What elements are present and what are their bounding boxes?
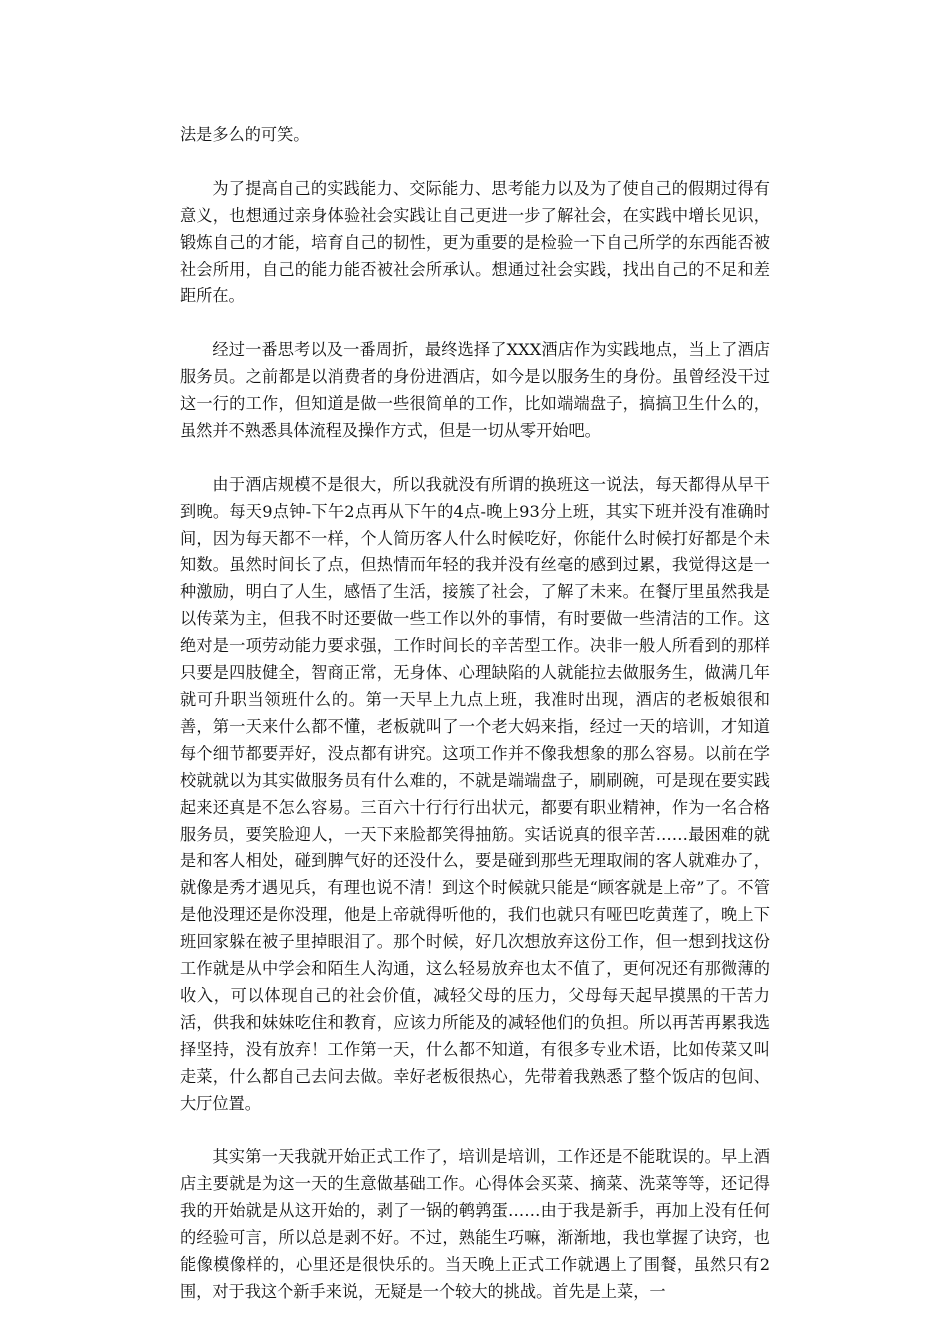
paragraph-purpose: 为了提高自己的实践能力、交际能力、思考能力以及为了使自己的假期过得有意义，也想通过亲身体验社会实践让自己更进一步了解社会，在实践中增长见识，锻炼自己的才能，培育自己的韧性，更为重要的是检验一下自己所学的东西能否被社会所用，自己的能力能否被社会所承认。想通过社会实践，找出自己的不足和差距所在。 <box>180 178 770 306</box>
paragraph-choice-of-hotel: 经过一番思考以及一番周折，最终选择了XXX酒店作为实践地点，当上了酒店服务员。之前都是以消费者的身份进酒店，如今是以服务生的身份。虽曾经没干过这一行的工作，但知道是做一些很简单的工作，比如端端盘子，搞搞卫生什么的，虽然并不熟悉具体流程及操作方式，但是一切从零开始吧。 <box>180 340 770 440</box>
paragraph-first-day: 其实第一天我就开始正式工作了，培训是培训，工作还是不能耽误的。早上酒店主要就是为这一天的生意做基础工作。心得体会买菜、摘菜、洗菜等等，还记得我的开始就是从这开始的，剥了一锅的鹌鹑蛋……由于我是新手，再加上没有任何的经验可言，所以总是剥不好。不过，熟能生巧嘛，渐渐地，我也掌握了诀窍，也能像模像样的，心里还是很快乐的。当天晚上正式工作就遇上了围餐，虽然只有2围，对于我这个新手来说，无疑是一个较大的挑战。首先是上菜，一 <box>180 1147 770 1301</box>
document-body <box>180 122 770 1333</box>
paragraph-work-experience: 由于酒店规模不是很大，所以我就没有所谓的换班这一说法，每天都得从早干到晚。每天9点钟-下午2点再从下午的4点-晚上93分上班，其实下班并没有准确时间，因为每天都不一样，个人简历客人什么时候吃好，你能什么时候打好都是个未知数。虽然时间长了点，但热情而年轻的我并没有丝毫的感到过累，我觉得这是一种激励，明白了人生，感悟了生活，接簇了社会，了解了未来。在餐厅里虽然我是以传菜为主，但我不时还要做一些工作以外的事情，有时要做一些清洁的工作。这绝对是一项劳动能力要求强，工作时间长的辛苦型工作。决非一般人所看到的那样只要是四肢健全，智商正常，无身体、心理缺陷的人就能拉去做服务生，做满几年就可升职当领班什么的。第一天早上九点上班，我准时出现，酒店的老板娘很和善，第一天来什么都不懂，老板就叫了一个老大妈来指，经过一天的培训，才知道每个细节都要弄好，没点都有讲究。这项工作并不像我想象的那么容易。以前在学校就就以为其实做服务员有什么难的，不就是端端盘子，刷刷碗，可是现在要实践起来还真是不怎么容易。三百六十行行行出状元，都要有职业精神，作为一名合格服务员，要笑脸迎人，一天下来脸都笑得抽筋。实话说真的很辛苦……最困难的就是和客人相处，碰到脾气好的还没什么，要是碰到那些无理取闹的客人就难办了，就像是秀才遇见兵，有理也说不清！到这个时候就只能是“顾客就是上帝”了。不管是他没理还是你没理，他是上帝就得听他的，我们也就只有哑巴吃黄莲了，晚上下班回家躲在被子里掉眼泪了。那个时候，好几次想放弃这份工作，但一想到找这份工作就是从中学会和陌生人沟通，这么轻易放弃也太不值了，更何况还有那微薄的收入，可以体现自己的社会价值，减轻父母的压力，父母每天起早摸黑的干苦力活，供我和妹妹吃住和教育，应该力所能及的减轻他们的负担。所以再苦再累我选择坚持，没有放弃！工作第一天，什么都不知道，有很多专业术语，比如传菜又叫走菜，什么都自己去问去做。幸好老板很热心，先带着我熟悉了整个饭店的包间、大厅位置。 <box>180 474 770 1113</box>
paragraph-continuation: 法是多么的可笑。 <box>180 125 310 144</box>
